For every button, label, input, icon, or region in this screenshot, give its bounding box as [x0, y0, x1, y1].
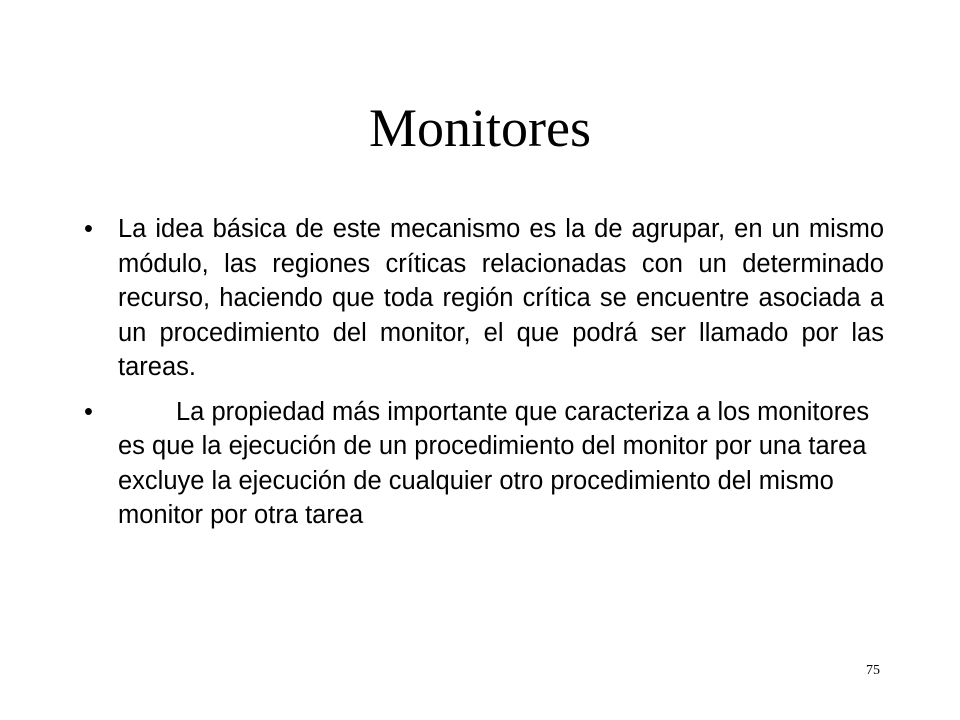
slide-title: Monitores [369, 98, 591, 158]
bullet-list [84, 212, 884, 533]
bullet-item-1 [84, 212, 884, 385]
bullet-icon: • [84, 215, 93, 243]
page-number: 75 [866, 663, 880, 678]
bullet-text-1: La idea básica de este mecanismo es la de agrupar, en un mismo módulo, las regiones críticas relacionadas con un determinado recurso, haciendo que toda región crítica se encuentre asociada a un procedimiento del monitor, el que podrá ser llamado por las tareas. [118, 215, 884, 381]
bullet-text-2: La propiedad más importante que caracteriza a los monitores es que la ejecución de un procedimiento del monitor por una tarea excluye la ejecución de cualquier otro procedimiento del mismo monitor por otra tarea [118, 397, 870, 529]
bullet-icon: • [84, 397, 93, 426]
bullet-item-2 [84, 395, 884, 533]
